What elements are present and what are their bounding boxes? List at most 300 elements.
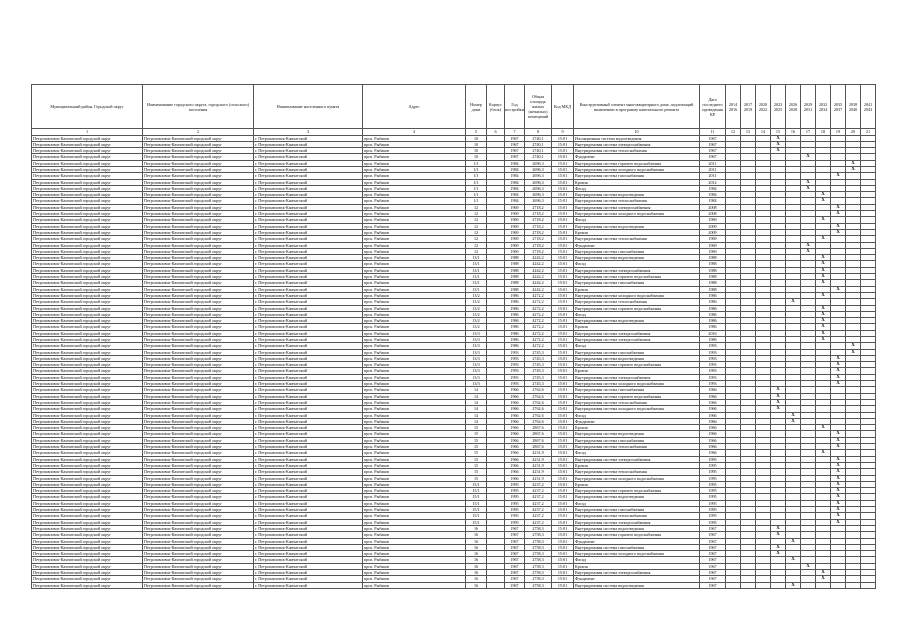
column-number: 16 <box>786 129 801 136</box>
district-cell: Петропавловск-Камчатский городской округ <box>32 299 143 305</box>
mkd-code-cell: 15:01 <box>552 185 574 191</box>
element-cell: Фасад <box>574 412 700 418</box>
district-cell: Петропавловск-Камчатский городской округ <box>32 368 143 374</box>
area-cell: 2758,3 <box>525 525 552 531</box>
area-cell: 4242,2 <box>525 280 552 286</box>
house-number-cell: 1/1 <box>466 179 487 185</box>
district-cell: Петропавловск-Камчатский городской округ <box>32 223 143 229</box>
last-repair-cell: 1966 <box>700 406 726 412</box>
locality-cell: г. Петропавловск-Камчатский <box>254 248 363 254</box>
district-cell: Петропавловск-Камчатский городской округ <box>32 462 143 468</box>
build-year-cell: 1967 <box>505 525 525 531</box>
build-year-cell: 1993 <box>505 362 525 368</box>
last-repair-cell: 1969 <box>700 248 726 254</box>
locality-cell: г. Петропавловск-Камчатский <box>254 292 363 298</box>
mkd-code-cell: 15:01 <box>552 362 574 368</box>
address-cell: прсп. Рыбаков <box>363 148 466 154</box>
locality-cell: г. Петропавловск-Камчатский <box>254 242 363 248</box>
area-cell: 2718,2 <box>525 204 552 210</box>
address-cell: прсп. Рыбаков <box>363 444 466 450</box>
element-cell: Кровля <box>574 179 700 185</box>
column-header: 2017 2019 <box>741 85 756 129</box>
period-cell: X <box>771 525 786 531</box>
column-number: 12 <box>726 129 741 136</box>
build-year-cell: 1966 <box>505 412 525 418</box>
element-cell: Фасад <box>574 500 700 506</box>
period-cell: X <box>831 494 846 500</box>
element-cell: Внутридомовая система холодного водоснабжения <box>574 166 700 172</box>
last-repair-cell: 1984 <box>700 185 726 191</box>
last-repair-cell: 2009 <box>700 229 726 235</box>
settlement-cell: Петропавловск-Камчатский городской округ <box>143 576 254 582</box>
settlement-cell: Петропавловск-Камчатский городской округ <box>143 532 254 538</box>
element-cell: Фасад <box>574 261 700 267</box>
district-cell: Петропавловск-Камчатский городской округ <box>32 551 143 557</box>
area-cell: 4231,9 <box>525 469 552 475</box>
settlement-cell: Петропавловск-Камчатский городской округ <box>143 481 254 487</box>
area-cell: 4272,2 <box>525 330 552 336</box>
address-cell: прсп. Рыбаков <box>363 141 466 147</box>
district-cell: Петропавловск-Камчатский городской округ <box>32 488 143 494</box>
period-cell: X <box>786 412 801 418</box>
address-cell: прсп. Рыбаков <box>363 324 466 330</box>
column-header: 2029 2031 <box>801 85 816 129</box>
mkd-code-cell: 15:01 <box>552 355 574 361</box>
locality-cell: г. Петропавловск-Камчатский <box>254 204 363 210</box>
column-header: Адрес <box>363 85 466 129</box>
last-repair-cell: 1986 <box>700 324 726 330</box>
address-cell: прсп. Рыбаков <box>363 173 466 179</box>
element-cell: Кровля <box>574 425 700 431</box>
settlement-cell: Петропавловск-Камчатский городской округ <box>143 255 254 261</box>
area-cell: 4242,2 <box>525 255 552 261</box>
house-number-cell: 13/2 <box>466 324 487 330</box>
area-cell: 2758,3 <box>525 544 552 550</box>
locality-cell: г. Петропавловск-Камчатский <box>254 507 363 513</box>
house-number-cell: 13/2 <box>466 318 487 324</box>
period-cell: X <box>816 198 831 204</box>
element-cell: Внутридомовая система теплоснабжения <box>574 399 700 405</box>
address-cell: прсп. Рыбаков <box>363 481 466 487</box>
district-cell: Петропавловск-Камчатский городской округ <box>32 318 143 324</box>
period-cell: X <box>831 286 846 292</box>
last-repair-cell: 1984 <box>700 198 726 204</box>
column-number: 6 <box>487 129 505 136</box>
settlement-cell: Петропавловск-Камчатский городской округ <box>143 444 254 450</box>
address-cell: прсп. Рыбаков <box>363 274 466 280</box>
element-cell: Внутридомовая система электроснабжения <box>574 374 700 380</box>
house-number-cell: 14 <box>466 418 487 424</box>
period-cell: X <box>786 299 801 305</box>
mkd-code-cell: 15:01 <box>552 311 574 317</box>
element-cell: Внутридомовая система электроснабжения <box>574 569 700 575</box>
last-repair-cell: 1969 <box>700 217 726 223</box>
address-cell: прсп. Рыбаков <box>363 236 466 242</box>
build-year-cell: 1995 <box>505 513 525 519</box>
table-row <box>32 582 876 588</box>
house-number-cell: 12 <box>466 242 487 248</box>
mkd-code-cell: 15:01 <box>552 519 574 525</box>
element-cell: Внутридомовая система газоснабжения <box>574 280 700 286</box>
district-cell: Петропавловск-Камчатский городской округ <box>32 286 143 292</box>
house-number-cell: 13/3 <box>466 343 487 349</box>
district-cell: Петропавловск-Камчатский городской округ <box>32 387 143 393</box>
address-cell: прсп. Рыбаков <box>363 399 466 405</box>
period-cell: X <box>801 242 816 248</box>
area-cell: 2758,3 <box>525 563 552 569</box>
last-repair-cell: 1967 <box>700 551 726 557</box>
period-cell: X <box>816 311 831 317</box>
house-number-cell: 13/3 <box>466 337 487 343</box>
address-cell: прсп. Рыбаков <box>363 532 466 538</box>
mkd-code-cell: 15:01 <box>552 437 574 443</box>
last-repair-cell: 1986 <box>700 292 726 298</box>
settlement-cell: Петропавловск-Камчатский городской округ <box>143 192 254 198</box>
area-cell: 4242,2 <box>525 286 552 292</box>
mkd-code-cell: 15:01 <box>552 544 574 550</box>
column-number: 20 <box>846 129 861 136</box>
locality-cell: г. Петропавловск-Камчатский <box>254 223 363 229</box>
house-number-cell: 15/1 <box>466 507 487 513</box>
settlement-cell: Петропавловск-Камчатский городской округ <box>143 538 254 544</box>
settlement-cell: Петропавловск-Камчатский городской округ <box>143 154 254 160</box>
mkd-code-cell: 15:01 <box>552 582 574 588</box>
locality-cell: г. Петропавловск-Камчатский <box>254 488 363 494</box>
area-cell: 4237,2 <box>525 500 552 506</box>
address-cell: прсп. Рыбаков <box>363 343 466 349</box>
locality-cell: г. Петропавловск-Камчатский <box>254 406 363 412</box>
address-cell: прсп. Рыбаков <box>363 418 466 424</box>
address-cell: прсп. Рыбаков <box>363 217 466 223</box>
house-number-cell: 15 <box>466 431 487 437</box>
last-repair-cell: 2008 <box>700 211 726 217</box>
mkd-code-cell: 15:01 <box>552 223 574 229</box>
house-number-cell: 13/3 <box>466 355 487 361</box>
house-number-cell: 1/1 <box>466 198 487 204</box>
element-cell: Внутридомовая система холодного водоснабжения <box>574 475 700 481</box>
mkd-code-cell: 15:01 <box>552 387 574 393</box>
last-repair-cell: 1967 <box>700 544 726 550</box>
district-cell: Петропавловск-Камчатский городской округ <box>32 211 143 217</box>
area-cell: 4272,2 <box>525 311 552 317</box>
locality-cell: г. Петропавловск-Камчатский <box>254 148 363 154</box>
column-number: 11 <box>700 129 726 136</box>
period-cell <box>726 582 741 588</box>
house-number-cell: 10 <box>466 135 487 141</box>
last-repair-cell: 1967 <box>700 532 726 538</box>
area-cell: 2740,1 <box>525 135 552 141</box>
element-cell: Внутридомовая система теплоснабжения <box>574 513 700 519</box>
mkd-code-cell: 15:01 <box>552 513 574 519</box>
last-repair-cell: 1966 <box>700 444 726 450</box>
address-cell: прсп. Рыбаков <box>363 166 466 172</box>
house-number-cell: 12 <box>466 217 487 223</box>
last-repair-cell: 1966 <box>700 418 726 424</box>
house-number-cell: 1/1 <box>466 192 487 198</box>
build-year-cell: 1969 <box>505 229 525 235</box>
column-number: 21 <box>861 129 876 136</box>
element-cell: Фундамент <box>574 538 700 544</box>
address-cell: прсп. Рыбаков <box>363 525 466 531</box>
address-cell: прсп. Рыбаков <box>363 292 466 298</box>
address-cell: прсп. Рыбаков <box>363 387 466 393</box>
house-number-cell: 12 <box>466 204 487 210</box>
house-number-cell: 13/1 <box>466 280 487 286</box>
district-cell: Петропавловск-Камчатский городской округ <box>32 349 143 355</box>
period-cell: X <box>831 488 846 494</box>
build-year-cell: 1967 <box>505 544 525 550</box>
area-cell: 4272,2 <box>525 324 552 330</box>
column-header: Дата последнего проведения КР <box>700 85 726 129</box>
locality-cell: г. Петропавловск-Камчатский <box>254 569 363 575</box>
house-number-cell: 14 <box>466 387 487 393</box>
build-year-cell: 1986 <box>505 292 525 298</box>
period-cell: X <box>771 532 786 538</box>
house-number-cell: 15/1 <box>466 500 487 506</box>
district-cell: Петропавловск-Камчатский городской округ <box>32 192 143 198</box>
house-number-cell: 15 <box>466 462 487 468</box>
column-header: Наименование городского округа, городского (сельского) поселения <box>143 85 254 129</box>
area-cell: 4272,2 <box>525 292 552 298</box>
address-cell: прсп. Рыбаков <box>363 337 466 343</box>
period-cell: X <box>846 349 861 355</box>
element-cell: Внутридомовая система водоотведения <box>574 318 700 324</box>
period-cell <box>846 582 861 588</box>
area-cell: 2740,1 <box>525 148 552 154</box>
element-cell: Внутридомовая система электроснабжения <box>574 456 700 462</box>
period-cell <box>816 582 831 588</box>
address-cell: прсп. Рыбаков <box>363 349 466 355</box>
last-repair-cell: 1988 <box>700 261 726 267</box>
house-number-cell: 15/1 <box>466 513 487 519</box>
locality-cell: г. Петропавловск-Камчатский <box>254 425 363 431</box>
address-cell: прсп. Рыбаков <box>363 488 466 494</box>
column-number: 13 <box>741 129 756 136</box>
element-cell: Внутридомовая система водоотведения <box>574 494 700 500</box>
address-cell: прсп. Рыбаков <box>363 362 466 368</box>
district-cell: Петропавловск-Камчатский городской округ <box>32 569 143 575</box>
house-number-cell: 12 <box>466 229 487 235</box>
element-cell: Внутридомовая система электроснабжения <box>574 519 700 525</box>
last-repair-cell: 1967 <box>700 135 726 141</box>
build-year-cell: 1966 <box>505 387 525 393</box>
last-repair-cell: 1967 <box>700 569 726 575</box>
build-year-cell: 1966 <box>505 444 525 450</box>
locality-cell: г. Петропавловск-Камчатский <box>254 444 363 450</box>
mkd-code-cell: 15:01 <box>552 381 574 387</box>
settlement-cell: Петропавловск-Камчатский городской округ <box>143 412 254 418</box>
settlement-cell: Петропавловск-Камчатский городской округ <box>143 387 254 393</box>
settlement-cell: Петропавловск-Камчатский городской округ <box>143 204 254 210</box>
program-document <box>31 84 875 589</box>
district-cell: Петропавловск-Камчатский городской округ <box>32 248 143 254</box>
house-number-cell: 10 <box>466 154 487 160</box>
last-repair-cell: 1995 <box>700 507 726 513</box>
settlement-cell: Петропавловск-Камчатский городской округ <box>143 274 254 280</box>
element-cell: Внутридомовая система горячего водоснабжения <box>574 393 700 399</box>
column-header: 2020 2022 <box>756 85 771 129</box>
build-year-cell: 1966 <box>505 418 525 424</box>
house-number-cell: 16 <box>466 563 487 569</box>
district-cell: Петропавловск-Камчатский городской округ <box>32 135 143 141</box>
district-cell: Петропавловск-Камчатский городской округ <box>32 292 143 298</box>
house-number-cell: 16 <box>466 576 487 582</box>
locality-cell: г. Петропавловск-Камчатский <box>254 450 363 456</box>
period-cell: X <box>816 450 831 456</box>
house-number-cell: 13/3 <box>466 349 487 355</box>
house-number-cell: 15 <box>466 450 487 456</box>
element-cell: Внутридомовая система теплоснабжения <box>574 236 700 242</box>
locality-cell: г. Петропавловск-Камчатский <box>254 330 363 336</box>
address-cell: прсп. Рыбаков <box>363 475 466 481</box>
district-cell: Петропавловск-Камчатский городской округ <box>32 437 143 443</box>
element-cell: Внутридомовая система холодного водоснабжения <box>574 551 700 557</box>
area-cell: 2718,2 <box>525 248 552 254</box>
mkd-code-cell: 15:01 <box>552 135 574 141</box>
address-cell: прсп. Рыбаков <box>363 500 466 506</box>
address-cell: прсп. Рыбаков <box>363 211 466 217</box>
column-header: Корпус (блок) <box>487 85 505 129</box>
element-cell: Внутридомовая система газоснабжения <box>574 544 700 550</box>
last-repair-cell: 1988 <box>700 280 726 286</box>
area-cell: 2758,3 <box>525 582 552 588</box>
district-cell: Петропавловск-Камчатский городской округ <box>32 557 143 563</box>
last-repair-cell: 1995 <box>700 513 726 519</box>
address-cell: прсп. Рыбаков <box>363 494 466 500</box>
address-cell: прсп. Рыбаков <box>363 406 466 412</box>
column-header: Конструктивный элемент многоквартирного дома, подлежащий включению в программу капитального ремонта <box>574 85 700 129</box>
period-cell: X <box>816 236 831 242</box>
settlement-cell: Петропавловск-Камчатский городской округ <box>143 525 254 531</box>
last-repair-cell: 1995 <box>700 500 726 506</box>
mkd-code-cell: 15:01 <box>552 217 574 223</box>
element-cell: Внутридомовая система газоснабжения <box>574 387 700 393</box>
mkd-code-cell: 15:01 <box>552 418 574 424</box>
period-cell <box>831 582 846 588</box>
area-cell: 4242,2 <box>525 274 552 280</box>
address-cell: прсп. Рыбаков <box>363 563 466 569</box>
element-cell: Фасад <box>574 185 700 191</box>
period-cell: X <box>771 141 786 147</box>
address-cell: прсп. Рыбаков <box>363 507 466 513</box>
mkd-code-cell: 15:01 <box>552 551 574 557</box>
column-header: Общая площадь жилых (нежилых) помещений <box>525 85 552 129</box>
address-cell: прсп. Рыбаков <box>363 456 466 462</box>
build-year-cell: 1967 <box>505 569 525 575</box>
address-cell: прсп. Рыбаков <box>363 544 466 550</box>
house-number-cell: 1/1 <box>466 160 487 166</box>
mkd-code-cell: 15:01 <box>552 569 574 575</box>
locality-cell: г. Петропавловск-Камчатский <box>254 475 363 481</box>
area-cell: 2718,2 <box>525 236 552 242</box>
district-cell: Петропавловск-Камчатский городской округ <box>32 217 143 223</box>
column-number: 9 <box>552 129 574 136</box>
house-number-cell: 13/2 <box>466 299 487 305</box>
element-cell: Внутридомовая система холодного водоснабжения <box>574 381 700 387</box>
element-cell: Фасад <box>574 343 700 349</box>
settlement-cell: Петропавловск-Камчатский городской округ <box>143 217 254 223</box>
build-year-cell: 1986 <box>505 337 525 343</box>
locality-cell: г. Петропавловск-Камчатский <box>254 280 363 286</box>
settlement-cell: Петропавловск-Камчатский городской округ <box>143 381 254 387</box>
column-header: 2035 2037 <box>831 85 846 129</box>
area-cell: 4272,2 <box>525 337 552 343</box>
build-year-cell: 1993 <box>505 355 525 361</box>
period-cell <box>741 582 756 588</box>
house-number-cell: 13/1 <box>466 261 487 267</box>
mkd-code-cell: 15:01 <box>552 456 574 462</box>
locality-cell: г. Петропавловск-Камчатский <box>254 412 363 418</box>
settlement-cell: Петропавловск-Камчатский городской округ <box>143 582 254 588</box>
mkd-code-cell: 15:01 <box>552 330 574 336</box>
house-number-cell: 15/1 <box>466 494 487 500</box>
element-cell: Внутридомовая система газоснабжения <box>574 507 700 513</box>
build-year-cell: 1966 <box>505 456 525 462</box>
mkd-code-cell: 15:01 <box>552 242 574 248</box>
locality-cell: г. Петропавловск-Камчатский <box>254 576 363 582</box>
build-year-cell: 1967 <box>505 576 525 582</box>
settlement-cell: Петропавловск-Камчатский городской округ <box>143 148 254 154</box>
mkd-code-cell: 15:01 <box>552 500 574 506</box>
mkd-code-cell: 15:01 <box>552 368 574 374</box>
last-repair-cell: 2011 <box>700 166 726 172</box>
district-cell: Петропавловск-Камчатский городской округ <box>32 576 143 582</box>
area-cell: 2718,2 <box>525 242 552 248</box>
locality-cell: г. Петропавловск-Камчатский <box>254 387 363 393</box>
period-cell: X <box>816 305 831 311</box>
settlement-cell: Петропавловск-Камчатский городской округ <box>143 475 254 481</box>
settlement-cell: Петропавловск-Камчатский городской округ <box>143 418 254 424</box>
period-cell: X <box>831 469 846 475</box>
district-cell: Петропавловск-Камчатский городской округ <box>32 406 143 412</box>
build-year-cell: 1984 <box>505 192 525 198</box>
element-cell: Фасад <box>574 557 700 563</box>
district-cell: Петропавловск-Камчатский городской округ <box>32 261 143 267</box>
address-cell: прсп. Рыбаков <box>363 185 466 191</box>
area-cell: 4231,9 <box>525 450 552 456</box>
table-body <box>32 135 876 588</box>
locality-cell: г. Петропавловск-Камчатский <box>254 160 363 166</box>
element-cell: Изоляционная система водоотведения <box>574 135 700 141</box>
house-number-cell: 13/3 <box>466 374 487 380</box>
period-cell: X <box>846 166 861 172</box>
address-cell: прсп. Рыбаков <box>363 154 466 160</box>
mkd-code-cell: 15:01 <box>552 324 574 330</box>
settlement-cell: Петропавловск-Камчатский городской округ <box>143 236 254 242</box>
period-cell: X <box>801 179 816 185</box>
period-cell: X <box>846 343 861 349</box>
settlement-cell: Петропавловск-Камчатский городской округ <box>143 431 254 437</box>
last-repair-cell: 1969 <box>700 242 726 248</box>
settlement-cell: Петропавловск-Камчатский городской округ <box>143 198 254 204</box>
settlement-cell: Петропавловск-Камчатский городской округ <box>143 173 254 179</box>
mkd-code-cell: 15:01 <box>552 576 574 582</box>
column-header: Муниципальный район, Городской округ <box>32 85 143 129</box>
period-cell: X <box>831 475 846 481</box>
period-cell: X <box>816 318 831 324</box>
mkd-code-cell: 15:01 <box>552 248 574 254</box>
settlement-cell: Петропавловск-Камчатский городской округ <box>143 507 254 513</box>
district-cell: Петропавловск-Камчатский городской округ <box>32 412 143 418</box>
address-cell: прсп. Рыбаков <box>363 280 466 286</box>
element-cell: Внутридомовая система теплоснабжения <box>574 299 700 305</box>
house-number-cell: 15/1 <box>466 481 487 487</box>
mkd-code-cell: 15:01 <box>552 173 574 179</box>
build-year-cell: 1969 <box>505 204 525 210</box>
mkd-code-cell: 15:01 <box>552 532 574 538</box>
period-cell: X <box>771 406 786 412</box>
period-cell: X <box>831 462 846 468</box>
